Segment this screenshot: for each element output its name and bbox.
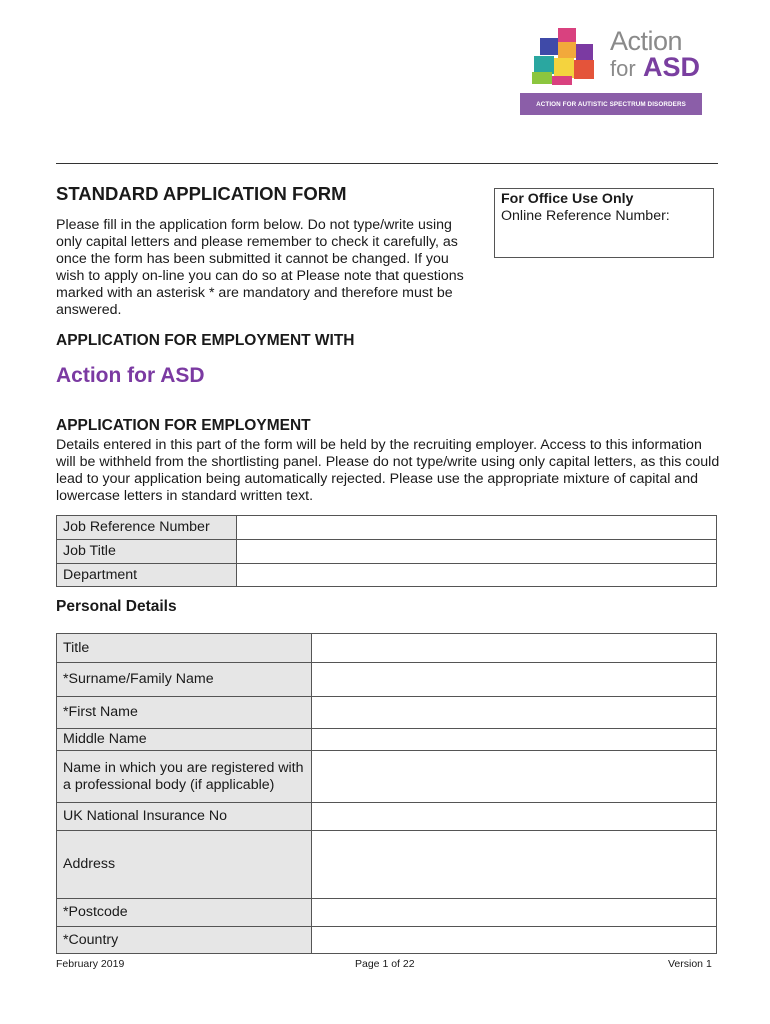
national-insurance-field[interactable] bbox=[312, 803, 717, 831]
logo-word-for: for bbox=[610, 56, 636, 81]
job-reference-label: Job Reference Number bbox=[57, 516, 237, 540]
details-text: Details entered in this part of the form will be held by the recruiting employer. Access to this information will be withheld from the shortlisting panel. Please do not type/write using only capital letters, as this could lead to your application being automatically rejected. Please use the appropriate mixture of capital and lowercase letters in standard written text. bbox=[56, 437, 720, 504]
table-row bbox=[57, 663, 717, 697]
table-row bbox=[57, 899, 717, 927]
national-insurance-label: UK National Insurance No bbox=[57, 803, 312, 831]
footer-date: February 2019 bbox=[56, 958, 125, 970]
intro-text: Please fill in the application form below. Do not type/write using only capital letters and please remember to check it carefully, as once the form has been submitted it cannot be changed. If you wish to apply on-line you can do so at Please note that questions marked with an asterisk * are mandatory and therefore must be answered. bbox=[56, 217, 464, 318]
middle-name-label: Middle Name bbox=[57, 729, 312, 751]
office-use-title: For Office Use Only bbox=[501, 191, 634, 207]
job-title-field[interactable] bbox=[237, 540, 717, 564]
stacked-blocks-logo-icon bbox=[530, 26, 602, 86]
online-reference-label: Online Reference Number: bbox=[501, 208, 670, 224]
table-row bbox=[57, 803, 717, 831]
table-row bbox=[57, 751, 717, 803]
table-row bbox=[57, 564, 717, 587]
first-name-label: *First Name bbox=[57, 697, 312, 729]
table-row bbox=[57, 697, 717, 729]
personal-details-table bbox=[56, 633, 717, 954]
table-row bbox=[57, 831, 717, 899]
department-label: Department bbox=[57, 564, 237, 587]
logo-word-asd: ASD bbox=[643, 52, 701, 82]
table-row bbox=[57, 927, 717, 954]
department-field[interactable] bbox=[237, 564, 717, 587]
title-field[interactable] bbox=[312, 634, 717, 663]
organisation-name: Action for ASD bbox=[56, 364, 205, 387]
job-title-label: Job Title bbox=[57, 540, 237, 564]
postcode-field[interactable] bbox=[312, 899, 717, 927]
footer-version: Version 1 bbox=[668, 958, 712, 970]
logo-banner: ACTION FOR AUTISTIC SPECTRUM DISORDERS bbox=[520, 93, 702, 115]
footer-page-number: Page 1 of 22 bbox=[355, 958, 415, 970]
address-field[interactable] bbox=[312, 831, 717, 899]
first-name-field[interactable] bbox=[312, 697, 717, 729]
logo-word-action: Action bbox=[610, 26, 683, 56]
job-details-table bbox=[56, 515, 717, 587]
job-reference-field[interactable] bbox=[237, 516, 717, 540]
personal-details-heading: Personal Details bbox=[56, 598, 177, 615]
professional-body-name-field[interactable] bbox=[312, 751, 717, 803]
surname-label: *Surname/Family Name bbox=[57, 663, 312, 697]
application-heading: APPLICATION FOR EMPLOYMENT bbox=[56, 417, 311, 434]
table-row bbox=[57, 729, 717, 751]
title-label: Title bbox=[57, 634, 312, 663]
application-with-heading: APPLICATION FOR EMPLOYMENT WITH bbox=[56, 332, 355, 349]
action-for-asd-logo bbox=[530, 26, 705, 118]
address-label: Address bbox=[57, 831, 312, 899]
header-divider bbox=[56, 163, 718, 164]
postcode-label: *Postcode bbox=[57, 899, 312, 927]
surname-field[interactable] bbox=[312, 663, 717, 697]
professional-body-name-label: Name in which you are registered with a professional body (if applicable) bbox=[57, 751, 312, 803]
country-field[interactable] bbox=[312, 927, 717, 954]
country-label: *Country bbox=[57, 927, 312, 954]
table-row bbox=[57, 516, 717, 540]
table-row bbox=[57, 540, 717, 564]
table-row bbox=[57, 634, 717, 663]
form-title: STANDARD APPLICATION FORM bbox=[56, 183, 347, 204]
office-use-box bbox=[494, 188, 714, 258]
middle-name-field[interactable] bbox=[312, 729, 717, 751]
